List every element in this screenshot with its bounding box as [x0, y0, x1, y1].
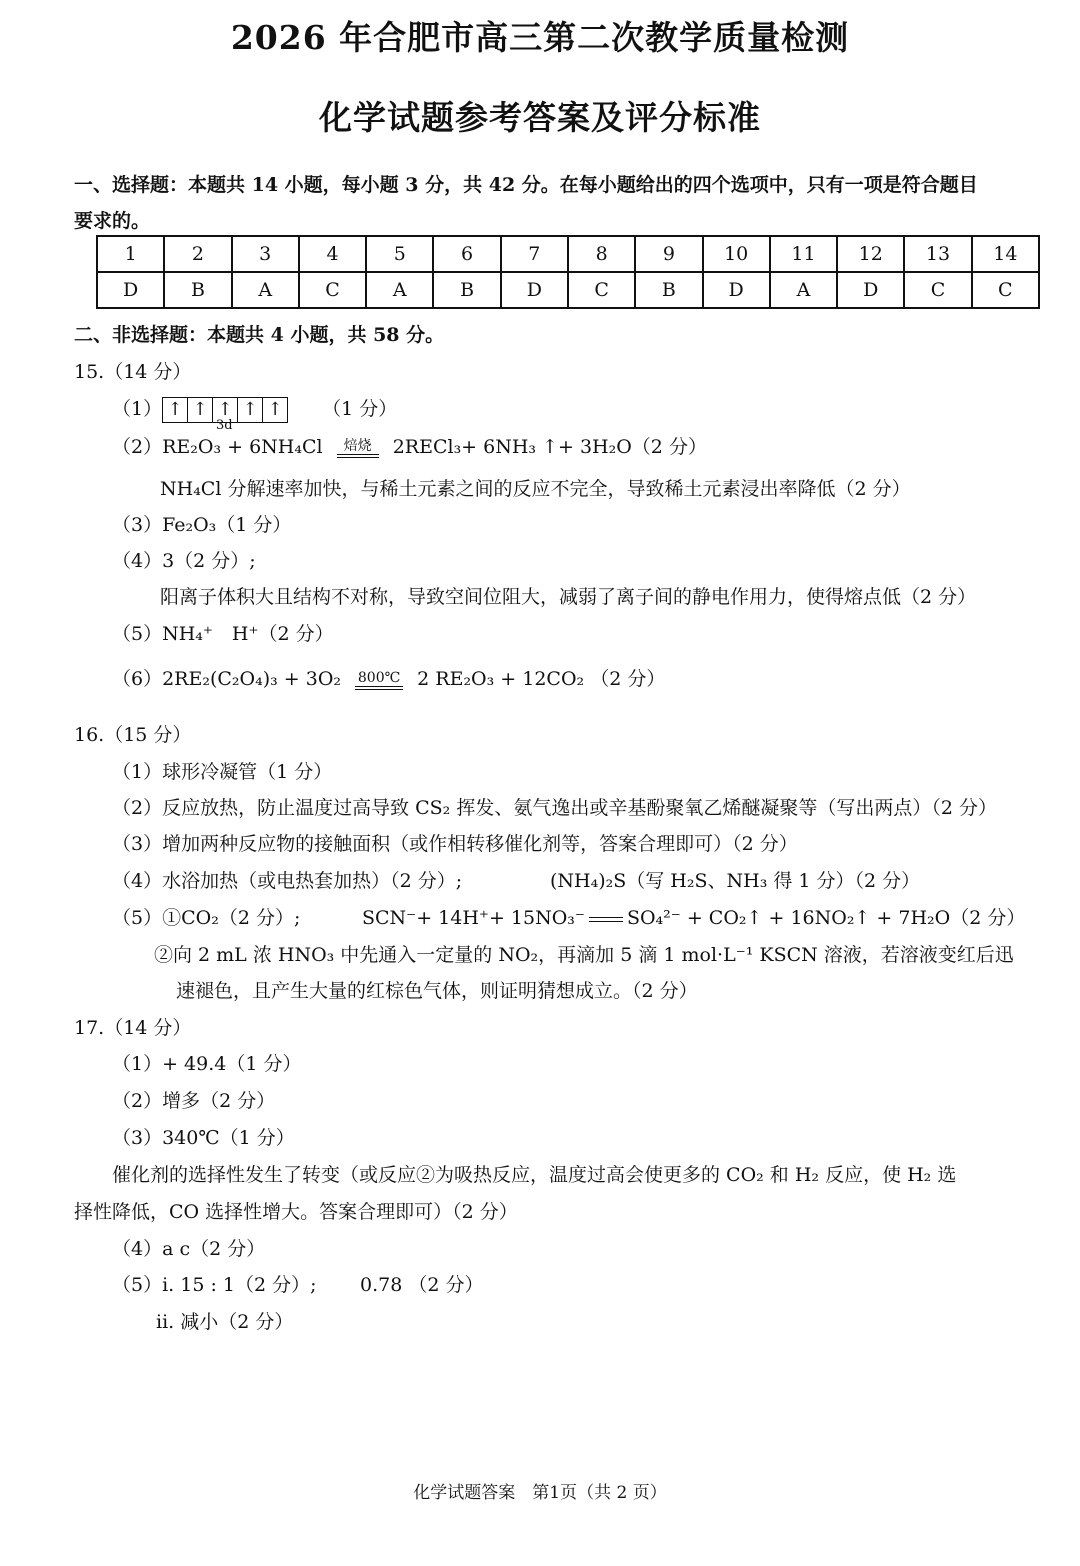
section2-heading: 二、非选择题：本题共 4 小题，共 58 分。 — [74, 324, 445, 346]
reaction-condition — [337, 438, 379, 458]
q16-part4a: （4）水浴加热（或电热套加热）（2 分）; — [112, 870, 463, 892]
answer-cell: D — [97, 272, 164, 308]
q15-part6-reactants: 2RE₂(C₂O₄)₃ + 3O₂ — [162, 668, 342, 690]
answer-cell: B — [635, 272, 702, 308]
q17-part5b: 0.78 （2 分） — [360, 1274, 484, 1296]
q16-equation-products: SO₄²⁻ + CO₂↑ + 16NO₂↑ + 7H₂O（2 分） — [626, 907, 1026, 929]
q15-title: 15.（14 分） — [74, 361, 192, 383]
question-number: 8 — [568, 236, 635, 272]
q16-part5-equation — [362, 903, 1025, 930]
q15-part2-products: 2RECl₃+ 6NH₃ ↑+ 3H₂O（2 分） — [392, 436, 707, 458]
q17-part5c: ii. 减小（2 分） — [156, 1311, 294, 1333]
q17-part3: （3）340℃（1 分） — [112, 1127, 295, 1149]
equals-sign — [337, 454, 379, 458]
question-number: 6 — [433, 236, 500, 272]
question-number: 5 — [366, 236, 433, 272]
q17-part1: （1）+ 49.4（1 分） — [112, 1053, 302, 1075]
q16-part5b-line2: 速褪色，且产生大量的红棕色气体，则证明猜想成立。（2 分） — [176, 980, 698, 1002]
q15-part4-note: 阳离子体积大且结构不对称，导致空间位阻大，减弱了离子间的静电作用力，使得熔点低（2 分） — [160, 586, 977, 608]
answer-table-answer-row — [97, 272, 1039, 308]
q16-part4b: (NH₄)₂S（写 H₂S、NH₃ 得 1 分）（2 分） — [550, 870, 921, 892]
q15-part1 — [112, 394, 397, 423]
question-number: 12 — [837, 236, 904, 272]
q16-part5a: （5）①CO₂（2 分）; — [112, 907, 301, 929]
answer-cell: C — [299, 272, 366, 308]
q15-part6-label: （6） — [112, 668, 163, 690]
q15-part3: （3）Fe₂O₃（1 分） — [112, 514, 292, 536]
question-number: 10 — [703, 236, 770, 272]
page-subtitle: 化学试题参考答案及评分标准 — [319, 98, 761, 137]
page-footer: 化学试题答案 第1页（共 2 页） — [413, 1483, 667, 1503]
q15-part2-label: （2） — [112, 436, 163, 458]
answer-cell: D — [837, 272, 904, 308]
q17-part5a: （5）i. 15 : 1（2 分）; — [112, 1274, 317, 1296]
answer-table-number-row — [97, 236, 1039, 272]
q15-part6-products: 2 RE₂O₃ + 12CO₂ （2 分） — [417, 668, 666, 690]
orbital-box: ↑ — [213, 397, 238, 423]
answer-cell: C — [568, 272, 635, 308]
q17-part3-note-line1: 催化剂的选择性发生了转变（或反应②为吸热反应，温度过高会使更多的 CO₂ 和 H₂ 反应，使 H₂ 选 — [112, 1164, 957, 1186]
q16-title: 16.（15 分） — [74, 724, 192, 746]
q15-part5: （5）NH₄⁺ H⁺（2 分） — [112, 623, 334, 645]
question-number: 9 — [635, 236, 702, 272]
condition-text: 800℃ — [357, 670, 401, 686]
question-number: 3 — [232, 236, 299, 272]
answer-cell: D — [703, 272, 770, 308]
answer-cell: C — [904, 272, 971, 308]
q16-equation-reactants: SCN⁻+ 14H⁺+ 15NO₃⁻ — [362, 907, 585, 929]
page-title: 2026 年合肥市高三第二次教学质量检测 — [230, 18, 850, 57]
q15-part2-note: NH₄Cl 分解速率加快，与稀土元素之间的反应不完全，导致稀土元素浸出率降低（2 分） — [160, 478, 911, 500]
q15-part2 — [112, 432, 707, 459]
question-number: 7 — [501, 236, 568, 272]
answer-cell: A — [770, 272, 837, 308]
q15-part2-reactants: RE₂O₃ + 6NH₄Cl — [162, 436, 323, 458]
q16-part3: （3）增加两种反应物的接触面积（或作相转移催化剂等，答案合理即可）（2 分） — [112, 833, 798, 855]
orbital-box: ↑ — [162, 397, 188, 423]
answer-table — [96, 235, 1040, 309]
question-number: 14 — [972, 236, 1039, 272]
answer-cell: B — [433, 272, 500, 308]
question-number: 1 — [97, 236, 164, 272]
orbital-box: ↑ — [238, 397, 263, 423]
q16-part5b-line1: ②向 2 mL 浓 HNO₃ 中先通入一定量的 NO₂，再滴加 5 滴 1 mol·L⁻¹ KSCN 溶液，若溶液变红后迅 — [154, 944, 1014, 966]
question-number: 11 — [770, 236, 837, 272]
q17-part3-note-line2: 择性降低，CO 选择性增大。答案合理即可）（2 分） — [74, 1201, 518, 1223]
orbital-label: 3d — [216, 418, 233, 433]
q17-part2: （2）增多（2 分） — [112, 1090, 276, 1112]
equals-sign — [355, 686, 403, 690]
answer-cell: B — [164, 272, 231, 308]
orbital-box: ↑ — [188, 397, 213, 423]
answer-cell: D — [501, 272, 568, 308]
q17-part4: （4）a c（2 分） — [112, 1238, 266, 1260]
q15-part1-label: （1） — [112, 398, 163, 420]
question-number: 2 — [164, 236, 231, 272]
q16-part1: （1）球形冷凝管（1 分） — [112, 761, 333, 783]
answer-cell: A — [366, 272, 433, 308]
answer-cell: C — [972, 272, 1039, 308]
reaction-condition — [355, 670, 403, 690]
section1-heading-line2: 要求的。 — [74, 210, 151, 232]
condition-text: 焙烧 — [343, 438, 372, 454]
orbital-box: ↑ — [263, 397, 288, 423]
question-number: 4 — [299, 236, 366, 272]
q15-part1-score: （1 分） — [322, 398, 398, 420]
q16-part2: （2）反应放热，防止温度过高导致 CS₂ 挥发、氨气逸出或辛基酚聚氧乙烯醚凝聚等（写出两点）（2 分） — [112, 797, 997, 819]
q17-title: 17.（14 分） — [74, 1017, 192, 1039]
section1-heading-line1: 一、选择题：本题共 14 小题，每小题 3 分，共 42 分。在每小题给出的四个选项中，只有一项是符合题目 — [74, 174, 978, 196]
q15-part4: （4）3（2 分）; — [112, 550, 256, 572]
answer-cell: A — [232, 272, 299, 308]
equals-sign — [589, 917, 623, 922]
question-number: 13 — [904, 236, 971, 272]
q15-part6 — [112, 664, 665, 691]
